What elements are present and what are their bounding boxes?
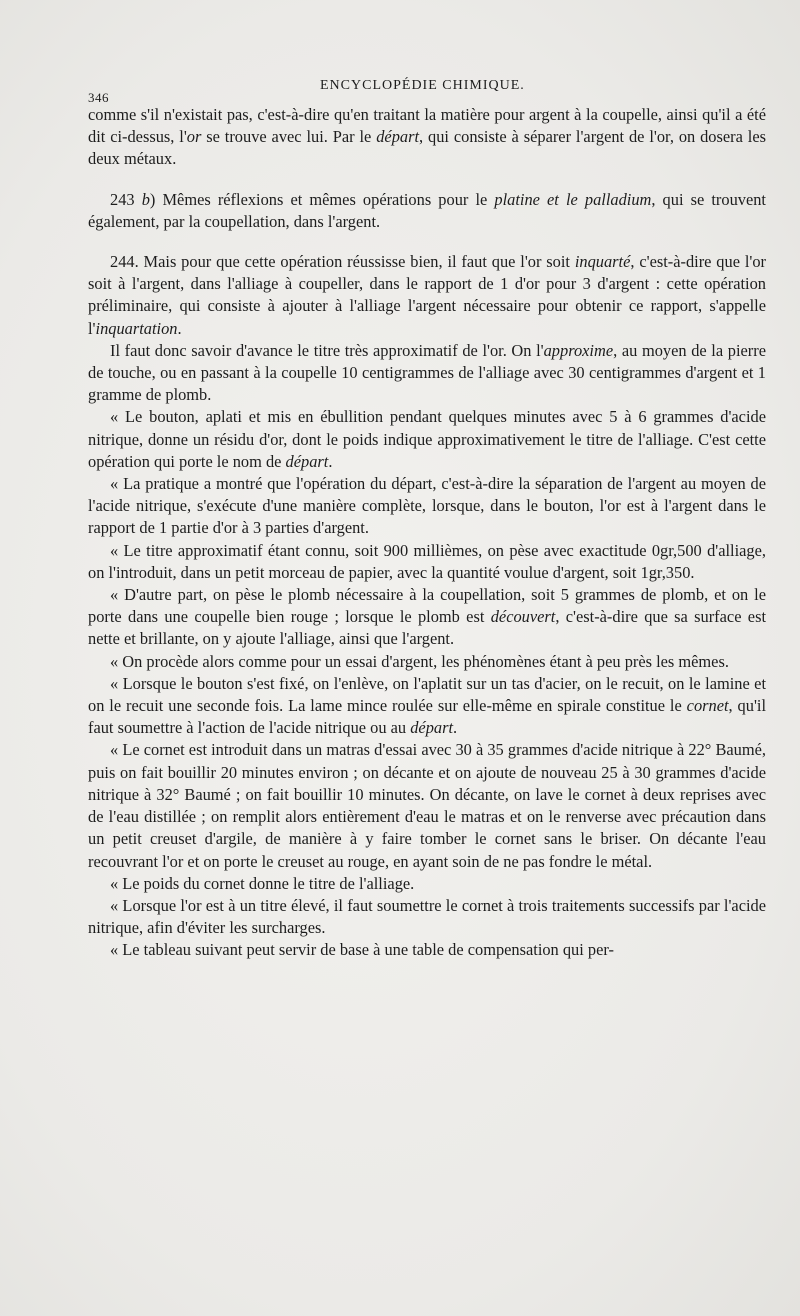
paragraph — [88, 104, 766, 171]
text-run: comme s'il n'existait pas, c'est-à-dire qu'en traitant la matière pour argent à la coupelle, ainsi qu'il a été dit ci-dessus, l' — [88, 105, 766, 147]
paragraph — [88, 651, 766, 673]
paragraph — [88, 895, 766, 939]
paragraph — [88, 584, 766, 651]
text-run: « Lorsque l'or est à un titre élevé, il faut soumettre le cornet à trois traitements successifs par l'acide nitrique, afin d'éviter les surcharges. — [88, 895, 766, 938]
italic-text: or — [186, 127, 202, 147]
running-title: ENCYCLOPÉDIE CHIMIQUE. — [320, 78, 525, 93]
paragraph-gap — [88, 233, 766, 251]
text-run: « Le titre approximatif étant connu, soit 900 millièmes, on pèse avec exactitude 0gr,500 d'alliage, on l'introduit, dans un petit morceau de papier, avec la quantité voulue d'argent, soit 1gr,350. — [88, 540, 766, 582]
italic-text: inquartation — [95, 318, 178, 338]
paragraph — [88, 939, 766, 961]
paragraph — [88, 251, 766, 340]
paragraph — [88, 873, 766, 895]
text-run: « La pratique a montré que l'opération du départ, c'est-à-dire la séparation de l'argent au moyen de l'acide nitrique, s'exécute d'une manière complète, lorsque, dans le bouton, l'or est à l'argent dans le rapport de 1 partie d'or à 3 parties d'argent. — [88, 474, 766, 538]
italic-text: b — [141, 189, 150, 209]
paragraph — [88, 540, 766, 584]
page-header — [88, 78, 766, 104]
text-run: « Le poids du cornet donne le titre de l'alliage. — [110, 873, 415, 893]
page-number: 346 — [88, 90, 109, 105]
italic-text: cornet — [686, 696, 729, 716]
text-run: , qui consiste à séparer l'argent de l'or, on dosera les deux métaux. — [88, 127, 766, 169]
text-run: « Le bouton, aplati et mis en ébullition pendant quelques minutes avec 5 à 6 grammes d'acide nitrique, donne un résidu d'or, dont le poids indique approximativement le titre de l'alliage. C'est cette opération qui porte le nom de — [88, 407, 766, 471]
paragraph — [88, 739, 766, 872]
text-run: , au moyen de la pierre de touche, ou en passant à la coupelle 10 centigrammes de l'alliage avec 30 centigrammes d'argent et 1 gramme de plomb. — [88, 340, 766, 405]
italic-text: départ — [285, 451, 329, 471]
text-run: « D'autre part, on pèse le plomb nécessaire à la coupellation, soit 5 grammes de plomb, et on le porte dans une coupelle bien rouge ; lorsque le plomb est — [88, 585, 766, 627]
italic-text: départ — [376, 127, 420, 147]
italic-text: inquarté — [574, 252, 631, 272]
text-run: « Lorsque le bouton s'est fixé, on l'enlève, on l'aplatit sur un tas d'acier, on le recuit, on le lamine et on le recuit une seconde fois. La lame mince roulée sur elle-même en spirale constitue le — [88, 673, 766, 716]
text-run: « Le cornet est introduit dans un matras d'essai avec 30 à 35 grammes d'acide nitrique à 22° Baumé, puis on fait bouillir 20 minutes environ ; on décante et on ajoute de nouveau 25 à 30 grammes d'acide nitrique à 32° Baumé ; on fait bouillir 10 minutes. On décante, on lave le cornet à deux reprises avec de l'eau distillée ; on remplit alors entièrement d'eau le matras et on le renverse avec précaution dans un petit creuset d'argile, de manière à y faire tomber le cornet sans le briser. On décante l'eau recouvrant l'or et on porte le creuset au rouge, en ayant soin de ne pas fondre le métal. — [88, 740, 766, 871]
paragraph — [88, 473, 766, 540]
paragraph-gap — [88, 171, 766, 189]
text-run: . — [328, 451, 333, 471]
italic-text: découvert — [490, 607, 556, 627]
text-run: Il faut donc savoir d'avance le titre très approximatif de l'or. On l' — [110, 340, 544, 360]
italic-text: platine et le palladium — [494, 189, 652, 209]
italic-text: départ — [410, 718, 454, 738]
paragraph — [88, 189, 766, 233]
text-run: se trouve avec lui. Par le — [201, 127, 377, 147]
text-run: , qu'il faut soumettre à l'action de l'acide nitrique ou au — [88, 696, 767, 738]
text-run: , c'est-à-dire que sa surface est nette et brillante, on y ajoute l'alliage, ainsi que l'argent. — [88, 607, 766, 649]
text-run: , c'est-à-dire que l'or soit à l'argent, dans l'alliage à coupeller, dans le rapport de 1 d'or pour 3 d'argent : cette opération préliminaire, qui consiste à ajouter à l'alliage l'argent nécessaire pour obtenir ce rapport, s'appelle l' — [88, 252, 766, 338]
italic-text: approxime — [543, 340, 614, 360]
text-run: 243 — [110, 189, 142, 209]
paragraph — [88, 673, 766, 740]
text-run: . — [177, 318, 182, 338]
paragraph — [88, 406, 766, 473]
text-run: ) Mêmes réflexions et mêmes opérations pour le — [149, 189, 495, 209]
text-run: . — [453, 718, 458, 738]
text-run: « On procède alors comme pour un essai d'argent, les phénomènes étant à peu près les mêmes. — [110, 651, 729, 671]
text-run: 244. Mais pour que cette opération réussisse bien, il faut que l'or soit — [110, 252, 575, 272]
text-run: « Le tableau suivant peut servir de base à une table de compensation qui per- — [110, 940, 614, 960]
paragraph — [88, 340, 766, 407]
body-text — [88, 104, 766, 962]
text-run: , qui se trouvent également, par la coupellation, dans l'argent. — [88, 189, 766, 231]
